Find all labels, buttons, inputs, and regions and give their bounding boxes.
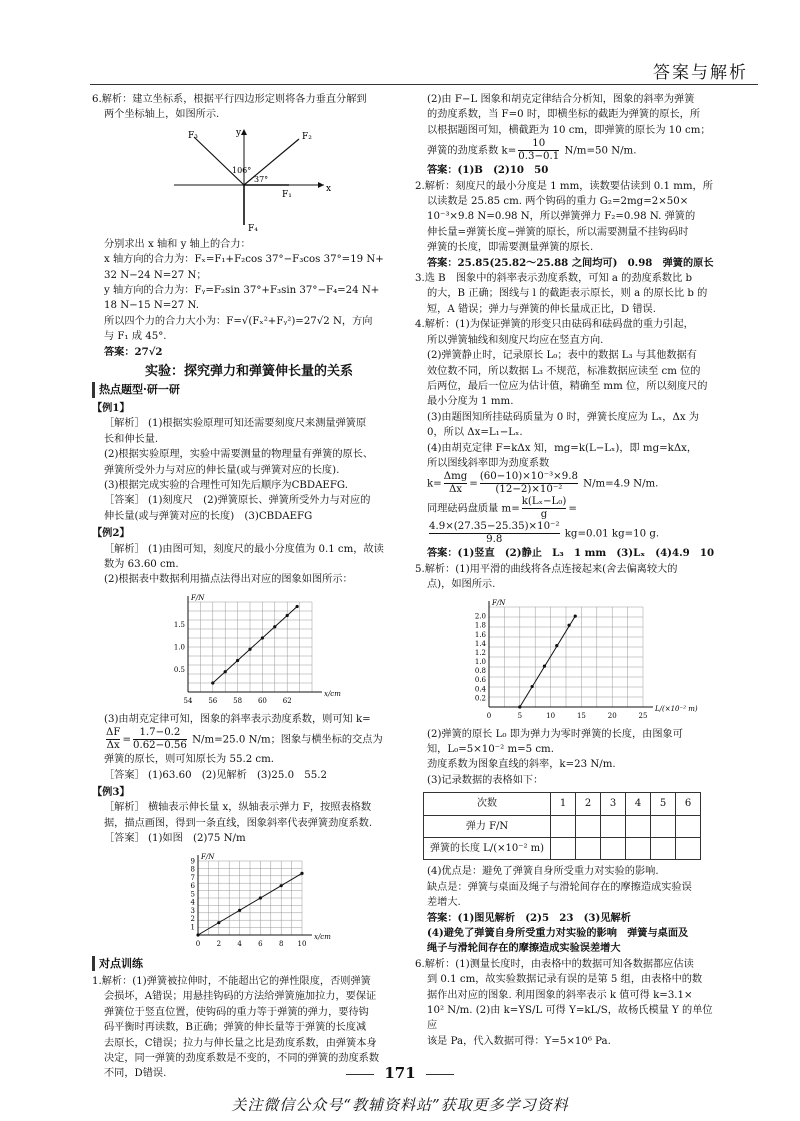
y-tick-label: 3 — [190, 906, 195, 915]
ex1-line: ［解析］ (1)根据实验原理可知还需要刻度尺来测量弹簧原 — [104, 418, 367, 430]
data-point — [574, 614, 577, 617]
q5-line: 劲度系数为图象直线的斜率，k=23 N/m. — [427, 759, 616, 771]
chart-grid — [489, 607, 643, 707]
q4-line: 效位数不同，所以数据 L₃ 不规范，标准数据应读至 cm 位的 — [427, 365, 701, 377]
x-tick-label: 20 — [607, 711, 617, 720]
table-header: 2 — [576, 793, 601, 815]
q6-line: 所以四个力的合力大小为：F=√(Fₓ²+Fᵧ²)=27√2 N，方向 — [104, 315, 373, 327]
data-point — [273, 625, 276, 628]
data-point — [261, 636, 264, 639]
fig-angle-37: 37° — [254, 174, 269, 184]
data-point — [543, 664, 546, 667]
q5-line: (4)优点是：避免了弹簧自身所受重力对实验的影响. — [427, 866, 659, 878]
table-header: 次数 — [424, 793, 551, 815]
example-3-tag: 【例3】 — [92, 785, 130, 798]
x-tick-label: 10 — [546, 711, 556, 720]
q6-line: 两个坐标轴上，如图所示. — [104, 109, 220, 121]
right-column — [415, 92, 715, 1049]
q2-line: 以读数是 25.85 cm. 两个钩码的重力 G₂=2mg=2×50× — [427, 196, 689, 208]
x-tick-label: 25 — [638, 711, 648, 720]
data-point — [300, 871, 303, 874]
x-tick-label: 0 — [195, 939, 201, 948]
q5-answer: 绳子与滑轮间存在的摩擦造成实验误差增大 — [427, 942, 621, 955]
t1-line: 决定，同一弹簧的劲度系数是不变的，不同的弹簧的劲度系数 — [104, 1053, 380, 1065]
header-rule — [90, 84, 758, 85]
y-tick-label: 1.5 — [173, 620, 185, 629]
data-point — [518, 705, 521, 708]
x-tick-label: 62 — [282, 696, 292, 705]
y-tick-label: 1 — [190, 922, 195, 931]
q3-line: 3.选 B 图象中的斜率表示劲度系数，可知 a 的劲度系数比 b — [415, 273, 693, 285]
ex1-line: (2)根据实验原理，实验中需要测量的物理量有弹簧的原长、 — [104, 449, 374, 461]
chart-grid — [198, 861, 302, 935]
q5-answer: (4)避免了弹簧自身所受重力对实验的影响 弹簧与桌面及 — [427, 927, 689, 940]
t1-line: 会损坏，A错误；用悬挂钩码的方法给弹簧施加拉力，要保证 — [104, 991, 377, 1003]
data-point — [555, 644, 558, 647]
q4-line: 0，所以 Δx=L₁−Lₓ. — [427, 427, 523, 439]
data-point — [224, 670, 227, 673]
example-1-tag: 【例1】 — [92, 401, 130, 414]
fraction: $\frac{\text{Δmg}}{\Delta x}$ — [443, 471, 468, 496]
q2-line: 弹簧的长度，即需要测量弹簧的原长. — [427, 242, 594, 254]
training-bar: 对点训练 — [92, 956, 406, 971]
ex1-line: 伸长量(或与弹簧对应的长度) (3)CBDAEFG — [104, 510, 313, 522]
r-line: (2)由 F−L 图象和胡克定律结合分析知，图象的斜率为弹簧 — [427, 94, 695, 105]
ex2-line: ［解析］ (1)由图可知，刻度尺的最小分度值为 0.1 cm，故读 — [104, 543, 384, 555]
y-tick-label: 0.4 — [474, 684, 486, 693]
table-header: 3 — [601, 793, 626, 815]
x-tick-label: 0 — [486, 711, 492, 720]
table-header: 5 — [651, 793, 676, 815]
table-cell: 弹力 F/N — [424, 815, 551, 837]
q2-line: 2.解析：刻度尺的最小分度是 1 mm，读数要估读到 0.1 mm，所 — [415, 180, 713, 192]
y-tick-label: 4 — [190, 898, 195, 907]
q5-line: 差增大. — [427, 897, 461, 909]
data-point — [248, 647, 251, 650]
ex2-line: 数为 63.60 cm. — [104, 558, 179, 570]
ex1-line: ［答案］ (1)刻度尺 (2)弹簧原长、弹簧所受外力与对应的 — [104, 495, 371, 507]
y-axis-label: F/N — [191, 593, 205, 602]
q6-answer: 答案：27√2 — [104, 345, 163, 358]
y-axis-label: F/N — [201, 852, 215, 861]
ex2-line: (2)根据表中数据利用描点法得出对应的图象如图所示： — [104, 574, 353, 586]
r-formula: 弹簧的劲度系数 k= $\frac{10}{0.3-0.1}$ N/m=50 N/m. — [427, 138, 637, 163]
t1-line: 码平衡时再读数，B正确；弹簧的伸长量等于弹簧的长度减 — [104, 1022, 367, 1034]
ex1-line: 长和伸长量. — [104, 433, 159, 445]
q3-line: 的大，B 正确；图线与 l 的截距表示原长，则 a 的原长比 b 的 — [427, 288, 708, 300]
fig-label-f2: F₂ — [302, 131, 312, 142]
q4-line: (2)弹簧静止时，记录原长 L₀；表中的数据 L₃ 与其他数据有 — [427, 350, 697, 362]
y-tick-label: 1.8 — [474, 621, 486, 630]
q4-line: 后两位，最后一位应为估计值，精确至 mm 位，所以刻度尺的 — [427, 380, 708, 392]
q4-line: 所以图线斜率即为劲度系数 — [427, 457, 550, 469]
q4-formula-k: k= $\frac{\text{Δmg}}{\Delta x}$ = $\frac{\text{(60−10)×10⁻³×9.8}}{\text{(12−2)×10⁻²}}$ N/m=4.9 N/m. — [427, 471, 659, 496]
fig-label-f4: F₄ — [248, 223, 258, 234]
fraction: $\frac{\text{4.9×(27.35−25.35)×10⁻²}}{9.8}$ — [429, 521, 560, 546]
q5-answer: 答案：(1)图见解析 (2)5 23 (3)见解析 — [427, 911, 631, 924]
y-tick-label: 2.0 — [474, 612, 486, 621]
table-header: 4 — [626, 793, 651, 815]
ex3-line: ［解析］ 横轴表示伸长量 x，纵轴表示弹力 F，按照表格数 — [104, 802, 372, 814]
t1-line: 1.解析：(1)弹簧被拉伸时，不能超出它的弹性限度，否则弹簧 — [92, 976, 371, 987]
chart-q5 — [465, 595, 698, 725]
q6-line: 32 N−24 N=27 N； — [104, 269, 207, 281]
y-tick-label: 0.8 — [474, 666, 486, 675]
fraction: $\frac{10}{0.3-0.1}$ — [518, 138, 560, 163]
data-point — [567, 623, 570, 626]
ex2-line: (3)由胡克定律可知，图象的斜率表示劲度系数，则可知 k= — [104, 713, 371, 725]
q4-line: 所以弹簧轴线和刻度尺均应在竖直方向. — [427, 334, 604, 346]
y-tick-label: 7 — [190, 873, 195, 882]
ex2-formula: $\frac{\Delta F}{\Delta x}$ = $\frac{1.7-0.2}{0.62-0.56}$ N/m=25.0 N/m；图象与横坐标的交点为 — [106, 727, 383, 752]
q4-line: 最小分度为 1 mm. — [427, 396, 514, 408]
fraction: $\frac{\Delta F}{\Delta x}$ — [106, 727, 121, 752]
y-tick-label: 5 — [190, 889, 195, 898]
x-tick-label: 5 — [517, 711, 523, 720]
data-point — [217, 921, 220, 924]
fig-label-f1: F₁ — [282, 189, 292, 200]
data-point — [236, 659, 239, 662]
x-tick-label: 56 — [208, 696, 218, 705]
q6r-line: 10² N/m. (2)由 k=YS/L 可得 Y=kL/S，故杨氏模量 Y 的单位应 — [427, 1005, 713, 1032]
data-point — [286, 614, 289, 617]
chart-grid — [188, 602, 312, 692]
q5-line: 点)，如图所示. — [427, 579, 496, 591]
x-tick-label: 6 — [258, 939, 263, 948]
q6-line: x 轴方向的合力为：Fₓ=F₁+F₂cos 37°−F₃cos 37°=19 N+ — [104, 254, 384, 266]
y-axis-label: F/N — [492, 598, 506, 607]
q6-line: 6.解析：建立坐标系，根据平行四边形定则将各力垂直分解到 — [92, 94, 367, 105]
x-tick-label: 15 — [576, 711, 586, 720]
fraction: $\frac{\text{k(Lₓ−L₀)}}{g}$ — [521, 496, 567, 521]
table-row — [424, 793, 701, 815]
data-point — [238, 908, 241, 911]
q4-formula-m2: $\frac{\text{4.9×(27.35−25.35)×10⁻²}}{9.8}$ kg=0.01 kg=10 g. — [429, 521, 660, 546]
q6r-line: 到 0.1 cm，故实验数据记录有误的是第 5 组，由表格中的数 — [427, 974, 703, 986]
fig-label-x: x — [326, 183, 332, 194]
footer-note: 关注微信公众号“教辅资料站”获取更多学习资料 — [231, 1096, 569, 1114]
ex2-line: 弹簧的原长，则可知原长为 55.2 cm. — [104, 754, 275, 766]
ex3-answer: ［答案］ (1)如图 (2)75 N/m — [104, 833, 246, 845]
y-tick-label: 1.0 — [173, 643, 185, 652]
q6r-line: 据作出对应的图象. 利用图象的斜率表示 k 值可得 k=3.1× — [427, 989, 693, 1001]
section-title: 实验：探究弹力和弹簧伸长量的关系 — [144, 364, 353, 380]
data-point — [211, 681, 214, 684]
hot-topic-bar: 热点题型·研一研 — [92, 382, 406, 397]
data-point — [259, 896, 262, 899]
x-tick-label: 10 — [297, 939, 307, 948]
q6-line: 分别求出 x 轴和 y 轴上的合力： — [104, 238, 251, 250]
q6-line: y 轴方向的合力为：Fᵧ=F₂sin 37°+F₃sin 37°−F₄=24 N+ — [104, 285, 380, 297]
y-tick-label: 0.6 — [474, 675, 486, 684]
y-tick-label: 6 — [190, 881, 195, 890]
x-tick-label: 58 — [233, 696, 243, 705]
q6-line: 18 N−15 N=27 N. — [104, 300, 200, 312]
fig-angle-106: 106° — [232, 165, 252, 175]
x-tick-label: 2 — [216, 939, 222, 948]
x-axis-label: L/(×10⁻² m) — [655, 704, 698, 713]
ex3-line: 据，描点画图，得到一条直线，图象斜率代表弹簧劲度系数. — [104, 817, 373, 829]
q2-line: 10⁻³×9.8 N=0.98 N，所以弹簧弹力 F₂=0.98 N. 弹簧的 — [427, 211, 696, 223]
r-line: 的劲度系数，当 F=0 时，即横坐标的截距为弹簧的原长，所 — [427, 109, 701, 121]
r-answer: 答案：(1)B (2)10 50 — [427, 164, 549, 177]
q4-line: (4)由胡克定律 F=kΔx 知，mg=k(L−Lₓ)，即 mg=kΔx， — [427, 442, 698, 454]
x-tick-label: 60 — [257, 696, 267, 705]
y-tick-label: 9 — [190, 857, 195, 866]
y-tick-label: 1.0 — [474, 657, 486, 666]
chart-ex2 — [164, 590, 341, 710]
t1-line: 弹簧位于竖直位置，使钩码的重力等于弹簧的弹力，要待钩 — [104, 1006, 369, 1018]
q2-line: 伸长量=弹簧长度−弹簧的原长，所以需要测量不挂钩码时 — [427, 226, 689, 238]
fraction: $\frac{\text{(60−10)×10⁻³×9.8}}{\text{(12−2)×10⁻²}}$ — [479, 471, 578, 496]
table-cell: 弹簧的长度 L/(×10⁻² m) — [424, 838, 551, 860]
q6-line: 与 F₁ 成 45°. — [104, 331, 167, 343]
q6r-line: 6.解析：(1)测量长度时，由表格中的数据可知各数据都应估读 — [415, 958, 694, 970]
y-tick-label: 2 — [190, 914, 195, 923]
y-tick-label: 0.5 — [173, 665, 185, 674]
fig-label-y: y — [236, 127, 242, 138]
x-axis-label: x/cm — [314, 932, 331, 941]
chart-ex3 — [174, 849, 331, 953]
x-tick-label: 54 — [183, 696, 193, 705]
fig-label-f3: F₃ — [188, 130, 198, 141]
ex1-line: 弹簧所受外力与对应的伸长量(或与弹簧对应的长度). — [104, 464, 340, 476]
page-number: 171 — [0, 1064, 800, 1082]
q4-line: 4.解析：(1)为保证弹簧的形变只由砝码和砝码盘的重力引起， — [415, 319, 694, 331]
x-axis-label: x/cm — [324, 689, 341, 698]
data-point — [531, 685, 534, 688]
table-row — [424, 815, 701, 837]
fit-line — [520, 616, 575, 707]
data-point — [280, 884, 283, 887]
y-tick-label: 1.2 — [474, 648, 486, 657]
q4-answer: 答案：(1)竖直 (2)静止 L₃ 1 mm (3)Lₓ (4)4.9 10 — [427, 547, 715, 560]
r-line: 以根据题图可知，横截距为 10 cm，即弹簧的原长为 10 cm； — [427, 124, 711, 136]
q3-line: 短，A 错误；弹力与弹簧的伸长量成正比，D 错误. — [427, 303, 656, 315]
example-2-tag: 【例2】 — [92, 527, 130, 540]
y-tick-label: 8 — [190, 865, 195, 874]
q4-formula-m: 同理砝码盘质量 m= $\frac{\text{k(Lₓ−L₀)}}{g}$ = — [427, 496, 577, 521]
q5-line: 5.解析：(1)用平滑的曲线将各点连接起来(舍去偏离较大的 — [415, 563, 678, 575]
x-tick-label: 4 — [237, 939, 242, 948]
left-column — [92, 92, 406, 1082]
t1-line: 去原长，C错误；拉力与伸长量之比是劲度系数，由弹簧本身 — [104, 1037, 377, 1049]
q5-line: 缺点是：弹簧与桌面及绳子与滑轮间存在的摩擦造成实验误 — [427, 881, 692, 893]
table-header: 1 — [551, 793, 576, 815]
q5-line: (2)弹簧的原长 L₀ 即为弹力为零时弹簧的长度，由图象可 — [427, 728, 683, 740]
q5-line: 知，L₀=5×10⁻² m=5 cm. — [427, 743, 554, 755]
force-diagram — [164, 125, 334, 235]
y-tick-label: 1.4 — [474, 639, 486, 648]
y-tick-label: 0.2 — [474, 693, 486, 702]
ex2-answer: ［答案］ (1)63.60 (2)见解析 (3)25.0 55.2 — [104, 769, 327, 781]
x-tick-label: 8 — [278, 939, 284, 948]
page-header-title: 答案与解析 — [653, 63, 748, 83]
table-row — [424, 838, 701, 860]
y-tick-label: 1.6 — [474, 630, 486, 639]
ex1-line: (3)根据完成实验的合理性可知先后顺序为CBDAEFG. — [104, 479, 348, 491]
q4-line: (3)由题图知所挂砝码质量为 0 时，弹簧长度应为 Lₓ，Δx 为 — [427, 411, 699, 423]
data-point — [196, 933, 199, 936]
fraction: $\frac{1.7-0.2}{0.62-0.56}$ — [132, 727, 187, 752]
q5-line: (3)记录数据的表格如下： — [427, 774, 544, 786]
record-table — [423, 792, 701, 860]
q6r-line: 该是 Pa，代入数据可得：Y=5×10⁶ Pa. — [427, 1035, 611, 1047]
q2-answer: 答案：25.85(25.82～25.88 之间均可) 0.98 弹簧的原长 — [427, 256, 714, 269]
data-point — [296, 605, 299, 608]
t1-line: 不同，D错误. — [104, 1068, 167, 1080]
table-header: 6 — [676, 793, 701, 815]
